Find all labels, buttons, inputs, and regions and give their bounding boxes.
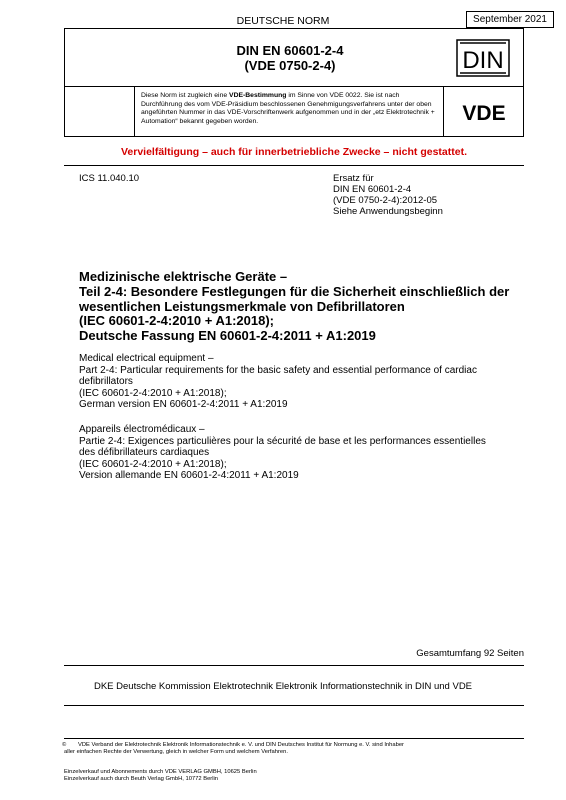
title-french: Appareils électromédicaux – Partie 2-4: Exigences particulières pour la sécurité de base et les performances essentielles des défibrillateurs cardiaques (IEC 60601-2-4:2010 + A1:2018); Version allemande EN 60601-2-4:2011 + A1:2019 [79, 424, 486, 481]
vde-note: Diese Norm ist zugleich eine VDE-Bestimmung im Sinne von VDE 0022. Sie ist nach Durchführung des vom VDE-Präsidium beschlossenen Genehmigungsverfahrens unter der oben angeführten Nummer in das VDE-Vorschriftenwerk aufgenommen und in der „etz Elektrotechnik + Automation“ bekannt gegeben worden. [141, 92, 435, 125]
vde-logo-text: VDE [461, 101, 506, 124]
title-german: Medizinische elektrische Geräte – Teil 2-4: Besondere Festlegungen für die Sicherheit einschließlich der wesentlichen Leistungsmerkmale von Defibrillatoren (IEC 60601-2-4:2010 + A1:2018); Deutsche Fassung EN 60601-2-4:2011 + A1:2019 [79, 269, 510, 344]
title-english: Medical electrical equipment – Part 2-4: Particular requirements for the basic safety and essential performance of cardiac defibrillators (IEC 60601-2-4:2010 + A1:2018); German version EN 60601-2-4:2011 + A1:2019 [79, 353, 477, 410]
title-row [65, 29, 523, 87]
replacement-info: Ersatz für DIN EN 60601-2-4 (VDE 0750-2-4):2012-05 Siehe Anwendungsbeginn [333, 173, 443, 217]
din-logo-text: DIN [462, 46, 504, 74]
din-logo [443, 29, 523, 86]
vde-number: (VDE 0750-2-4) [244, 57, 336, 73]
copyright-symbol: © [62, 742, 67, 748]
divider-dke-top [64, 665, 524, 666]
divider-top [64, 165, 524, 166]
document-number-block [65, 29, 443, 86]
vde-logo [443, 87, 523, 136]
reproduction-notice: Vervielfältigung – auch für innerbetriebliche Zwecke – nicht gestattet. [120, 146, 467, 158]
header-frame [64, 28, 524, 137]
divider-dke-bottom [64, 705, 524, 706]
total-pages: Gesamtumfang 92 Seiten [416, 648, 524, 659]
sales-info: Einzelverkauf und Abonnements durch VDE VERLAG GMBH, 10625 Berlin Einzelverkauf auch durch Beuth Verlag GmbH, 10772 Berlin [64, 769, 257, 782]
copyright-note: © VDE Verband der Elektrotechnik Elektronik Informationstechnik e. V. und DIN Deutsches Institut für Normung e. V. sind Inhaber aller einfachen Rechte der Verwertung, gleich in welcher Form und welchem Verfahren. [62, 742, 404, 755]
dke-committee: DKE Deutsche Kommission Elektrotechnik Elektronik Informationstechnik in DIN und VDE [93, 681, 473, 692]
ics-code: ICS 11.040.10 [79, 173, 140, 184]
divider-footer [64, 738, 524, 739]
norm-type-heading: DEUTSCHE NORM [236, 15, 330, 27]
vde-logo-icon [451, 100, 517, 124]
document-number: DIN EN 60601-2-4 [236, 42, 344, 58]
din-logo-icon [456, 39, 510, 77]
vde-row [65, 87, 523, 137]
publication-date: September 2021 [466, 11, 554, 28]
